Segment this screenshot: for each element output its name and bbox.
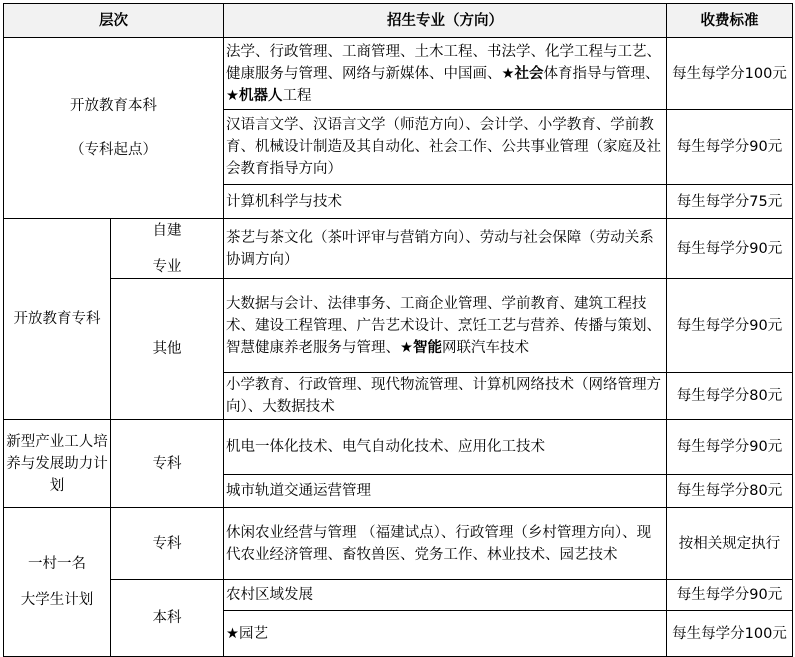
table-row (4, 219, 793, 279)
sub-category-associate: 专科 (111, 508, 224, 580)
sub-category-bachelor: 本科 (111, 580, 224, 657)
fee-cell: 按相关规定执行 (667, 508, 793, 580)
major-cell: 机电一体化技术、电气自动化技术、应用化工技术 (224, 420, 667, 475)
table-row (4, 580, 793, 611)
major-cell: ★园艺 (224, 611, 667, 657)
fee-cell: 每生每学分75元 (667, 185, 793, 219)
fee-table (3, 3, 793, 657)
header-fee: 收费标准 (667, 4, 793, 38)
featured-major: ★社会 (501, 65, 544, 82)
major-cell: 城市轨道交通运营管理 (224, 475, 667, 508)
fee-cell: 每生每学分90元 (667, 279, 793, 373)
fee-cell: 每生每学分90元 (667, 580, 793, 611)
featured-major: ★智能 (400, 339, 442, 356)
level-cell-open-associate: 开放教育专科 (4, 219, 111, 420)
sub-category-self-built: 自建 专业 (111, 219, 224, 279)
major-cell: 休闲农业经营与管理 （福建试点）、行政管理（乡村管理方向）、现代农业经济管理、畜牧兽医、党务工作、林业技术、园艺技术 (224, 508, 667, 580)
header-major: 招生专业（方向） (224, 4, 667, 38)
fee-cell: 每生每学分80元 (667, 475, 793, 508)
featured-major: ★机器人 (226, 87, 283, 104)
major-cell: 茶艺与茶文化（茶叶评审与营销方向）、劳动与社会保障（劳动关系协调方向） (224, 219, 667, 279)
fee-cell: 每生每学分90元 (667, 420, 793, 475)
fee-cell: 每生每学分90元 (667, 219, 793, 279)
table-row (4, 279, 793, 373)
table-row (4, 38, 793, 110)
sub-category-other: 其他 (111, 279, 224, 420)
fee-cell: 每生每学分90元 (667, 110, 793, 185)
fee-cell: 每生每学分100元 (667, 38, 793, 110)
header-level: 层次 (4, 4, 224, 38)
level-sublabel: （专科起点） (70, 142, 157, 158)
fee-cell: 每生每学分80元 (667, 373, 793, 420)
major-cell: 大数据与会计、法律事务、工商企业管理、学前教育、建筑工程技术、建设工程管理、广告艺术设计、烹饪工艺与营养、传播与策划、智慧健康养老服务与管理、★智能网联汽车技术 (224, 279, 667, 373)
sub-category-associate: 专科 (111, 420, 224, 508)
major-cell: 法学、行政管理、工商管理、土木工程、书法学、化学工程与工艺、健康服务与管理、网络与新媒体、中国画、★社会体育指导与管理、★机器人工程 (224, 38, 667, 110)
major-cell: 农村区域发展 (224, 580, 667, 611)
table-row (4, 508, 793, 580)
fee-cell: 每生每学分100元 (667, 611, 793, 657)
level-cell-open-bachelor (4, 38, 224, 219)
major-cell: 汉语言文学、汉语言文学（师范方向）、会计学、小学教育、学前教育、机械设计制造及其自动化、社会工作、公共事业管理（家庭及社会教育指导方向） (224, 110, 667, 185)
major-cell: 小学教育、行政管理、现代物流管理、计算机网络技术（网络管理方向）、大数据技术 (224, 373, 667, 420)
header-row (4, 4, 793, 38)
major-cell: 计算机科学与技术 (224, 185, 667, 219)
table-row (4, 420, 793, 475)
level-label: 开放教育本科 (70, 98, 157, 114)
level-cell-industrial-workers: 新型产业工人培养与发展助力计划 (4, 420, 111, 508)
level-cell-one-village: 一村一名 大学生计划 (4, 508, 111, 657)
